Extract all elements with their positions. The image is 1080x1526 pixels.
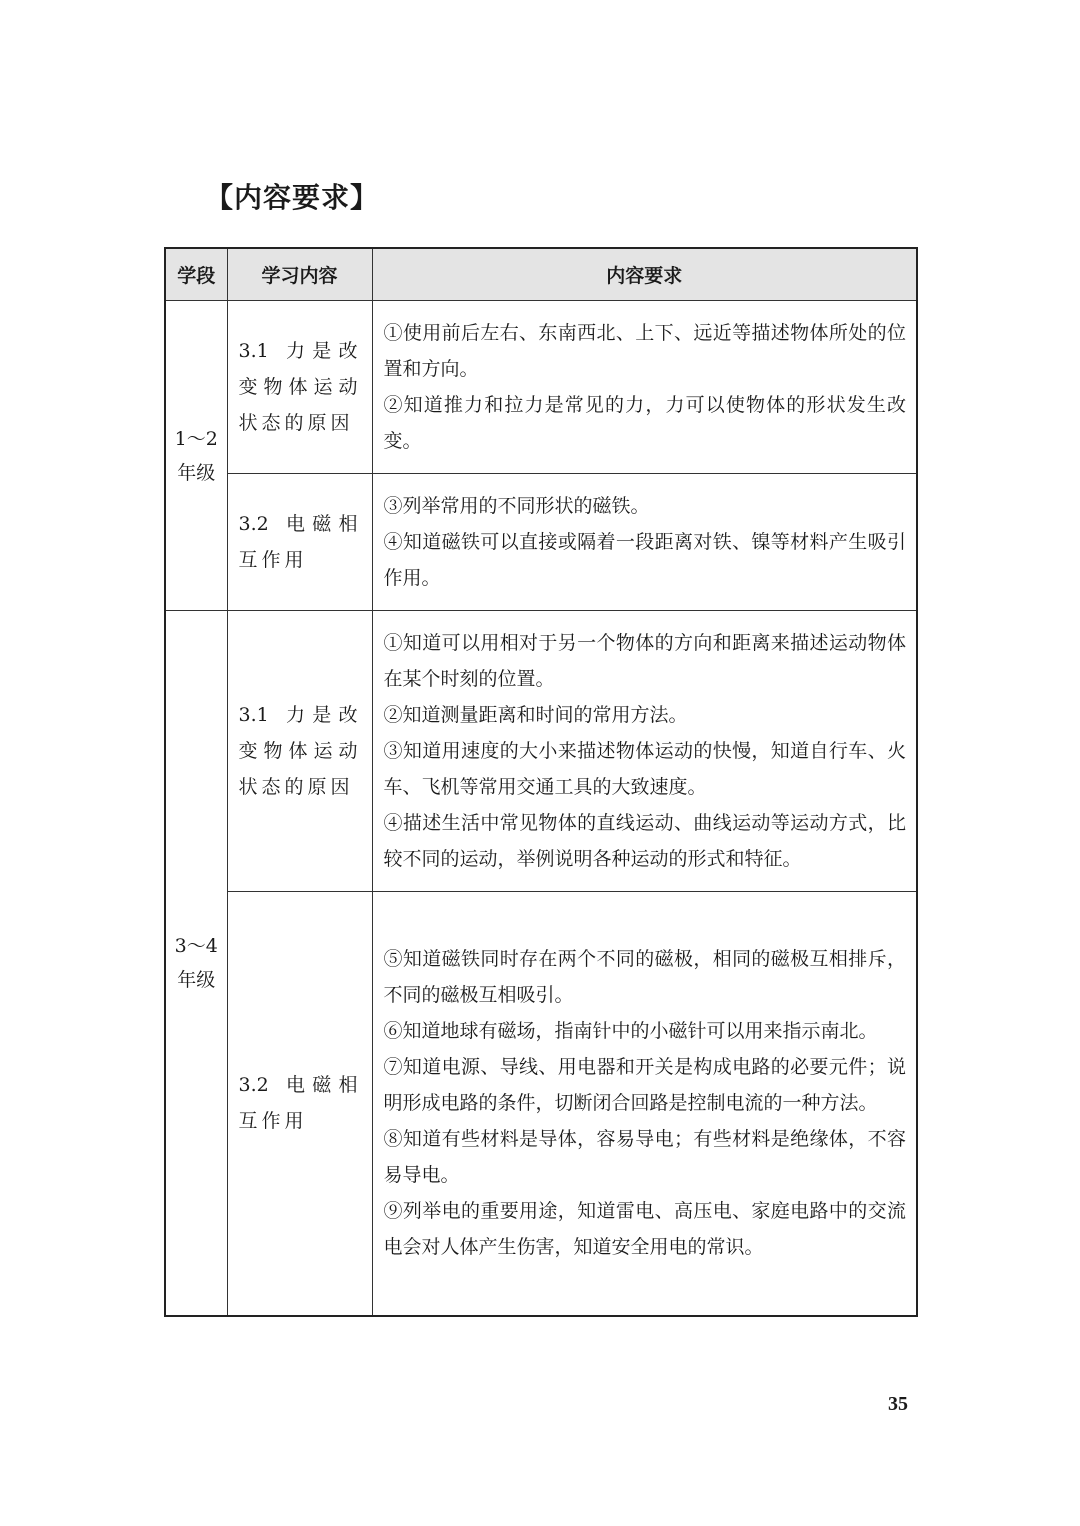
topic-number: 3.2: [238, 513, 269, 535]
requirements-cell: [372, 892, 917, 1316]
requirement-item: ①使用前后左右、东南西北、上下、远近等描述物体所处的位置和方向。: [383, 322, 906, 380]
requirement-item: ④知道磁铁可以直接或隔着一段距离对铁、镍等材料产生吸引作用。: [383, 531, 906, 589]
topic-text: 力是改变物体运动状态的原因: [238, 704, 362, 798]
topic-text: 力是改变物体运动状态的原因: [238, 340, 362, 434]
requirement-item: ⑥知道地球有磁场，指南针中的小磁针可以用来指示南北。: [383, 1020, 878, 1043]
requirement-item: ①知道可以用相对于另一个物体的方向和距离来描述运动物体在某个时刻的位置。: [383, 632, 906, 690]
stage-cell: 1～2年级: [165, 301, 227, 611]
header-content: 学习内容: [227, 248, 372, 301]
requirement-item: ⑦知道电源、导线、用电器和开关是构成电路的必要元件；说明形成电路的条件，切断闭合回路是控制电流的一种方法。: [383, 1056, 906, 1115]
page-number: 35: [888, 1393, 908, 1415]
requirement-item: ③列举常用的不同形状的磁铁。: [383, 495, 650, 517]
topic-text: 电磁相互作用: [238, 1074, 362, 1133]
requirements-cell: [372, 474, 917, 611]
topic-cell: [227, 611, 372, 892]
topic-cell: [227, 474, 372, 611]
table-row: [165, 301, 917, 474]
requirement-item: ③知道用速度的大小来描述物体运动的快慢，知道自行车、火车、飞机等常用交通工具的大致速度。: [383, 740, 906, 798]
requirement-item: ⑧知道有些材料是导体，容易导电；有些材料是绝缘体，不容易导电。: [383, 1128, 906, 1187]
stage-cell: 3～4年级: [165, 611, 227, 1316]
requirement-item: ⑨列举电的重要用途，知道雷电、高压电、家庭电路中的交流电会对人体产生伤害，知道安全用电的常识。: [383, 1200, 906, 1259]
content-requirements-table: [164, 247, 918, 1317]
topic-number: 3.1: [238, 340, 269, 362]
section-title: 【内容要求】: [205, 181, 380, 214]
requirement-item: ⑤知道磁铁同时存在两个不同的磁极，相同的磁极互相排斥，不同的磁极互相吸引。: [383, 948, 906, 1007]
table-row: [165, 611, 917, 892]
requirement-item: ②知道推力和拉力是常见的力，力可以使物体的形状发生改变。: [383, 394, 906, 452]
table-header-row: [165, 248, 917, 301]
table-row: [165, 474, 917, 611]
requirement-item: ④描述生活中常见物体的直线运动、曲线运动等运动方式，比较不同的运动，举例说明各种运动的形式和特征。: [383, 812, 906, 870]
requirement-item: ②知道测量距离和时间的常用方法。: [383, 704, 688, 726]
header-stage: 学段: [165, 248, 227, 301]
topic-cell: [227, 892, 372, 1316]
header-requirements: 内容要求: [372, 248, 917, 301]
topic-number: 3.2: [238, 1074, 269, 1097]
requirements-cell: [372, 611, 917, 892]
table-row: [165, 892, 917, 1316]
topic-text: 电磁相互作用: [238, 513, 362, 571]
topic-cell: [227, 301, 372, 474]
requirements-cell: [372, 301, 917, 474]
topic-number: 3.1: [238, 704, 269, 726]
